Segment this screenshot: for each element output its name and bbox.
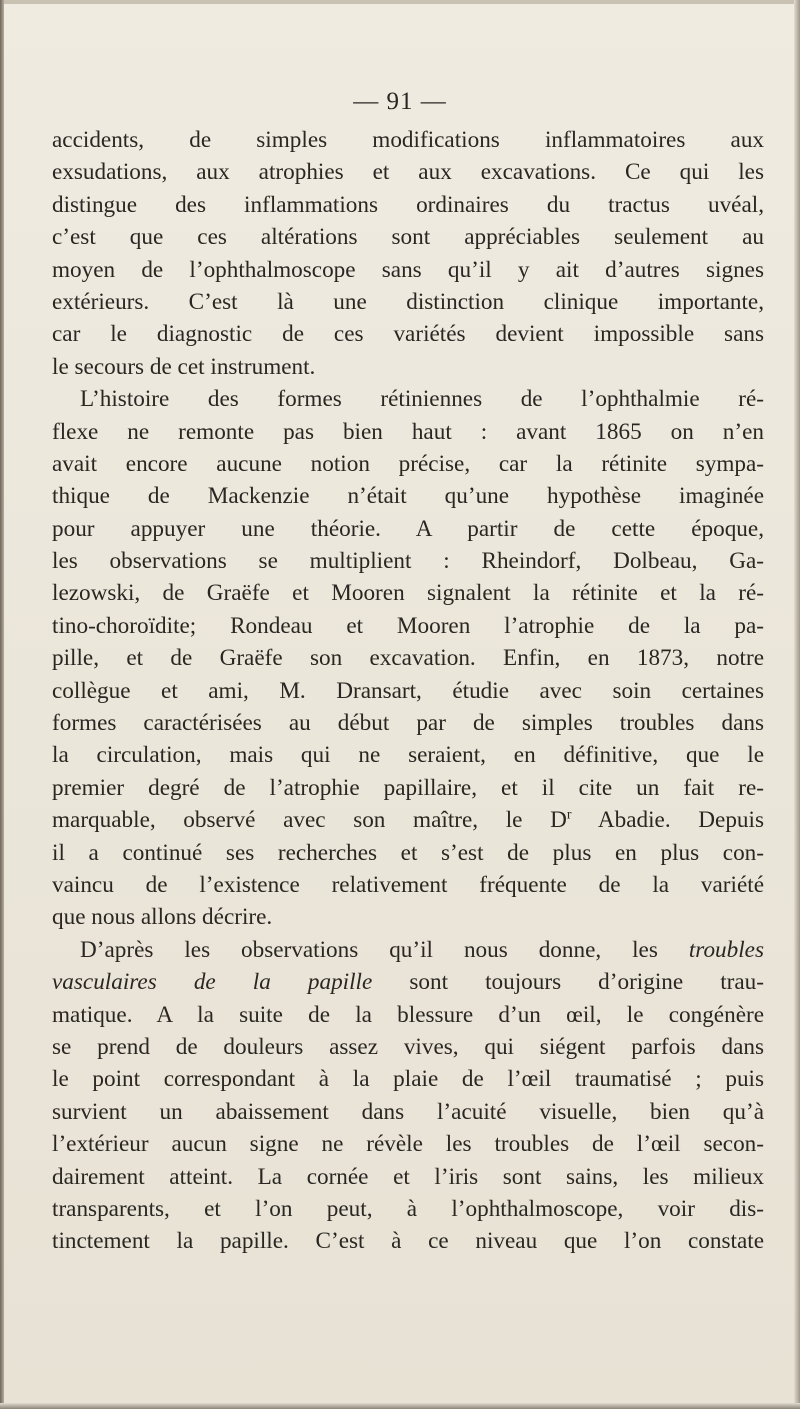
text-line: dairement atteint. La cornée et l’iris sont sains, les milieux [52,1163,764,1190]
page-number: — 91 — [353,88,447,115]
text-line: exsudations, aux atrophies et aux excavations. Ce qui les [52,159,764,186]
text-line: accidents, de simples modifications inflammatoires aux [52,127,764,153]
text-line: extérieurs. C’est là une distinction clinique importante, [52,288,764,315]
text-line: pour appuyer une théorie. A partir de cette époque, [52,515,764,542]
text-fragment: Abadie. Depuis [571,807,764,834]
text-line: avait encore aucune notion précise, car la rétinite sympa- [52,450,764,477]
text-line: que nous allons décrire. [52,904,273,931]
text-line: le secours de cet instrument. [52,353,316,380]
text-line: tinctement la papille. C’est à ce niveau que l’on constate [52,1228,764,1255]
text-fragment: marquable, observé avec son maître, le D [52,807,567,834]
text-line: formes caractérisées au début par de simples troubles dans [52,710,764,737]
text-line: les observations se multiplient : Rheindorf, Dolbeau, Ga- [52,548,764,575]
text-line: il a continué ses recherches et s’est de plus en plus con- [52,839,764,866]
text-line [52,934,764,966]
text-line [52,966,764,998]
text-line: matique. A la suite de la blessure d’un œil, le congénère [52,1001,764,1028]
text-line: collègue et ami, M. Dransart, étudie avec soin certaines [52,677,764,704]
text-line: survient un abaissement dans l’acuité visuelle, bien qu’à [52,1098,764,1125]
text-fragment: D’après les observations qu’il nous donne, les [80,936,658,963]
italic-term: troubles [688,936,764,963]
text-line: distingue des inflammations ordinaires du tractus uvéal, [52,191,764,218]
text-line: car le diagnostic de ces variétés devient impossible sans [52,321,764,348]
text-line: c’est que ces altérations sont appréciables seulement au [52,224,764,251]
text-line: vaincu de l’existence relativement fréquente de la variété [52,871,764,898]
text-line: pille, et de Graëfe son excavation. Enfin, en 1873, notre [52,645,764,672]
page-bottom-edge [0,1403,800,1409]
body-text [52,124,764,1258]
text-fragment: sont toujours d’origine trau- [409,969,764,996]
text-line: l’extérieur aucun signe ne révèle les troubles de l’œil secon- [52,1131,764,1158]
page-top-edge [0,0,800,4]
text-line: le point correspondant à la plaie de l’œil traumatisé ; puis [52,1066,764,1093]
text-line: transparents, et l’on peut, à l’ophthalmoscope, voir dis- [52,1195,764,1222]
text-line: thique de Mackenzie n’était qu’une hypothèse imaginée [52,483,764,510]
text-line: L’histoire des formes rétiniennes de l’ophthalmie ré- [80,386,764,413]
text-line [52,804,764,836]
superscript: r [566,807,572,823]
text-line: premier degré de l’atrophie papillaire, et il cite un fait re- [52,774,764,801]
text-line: moyen de l’ophthalmoscope sans qu’il y ait d’autres signes [52,256,764,283]
page-left-edge [0,0,4,1409]
text-line: flexe ne remonte pas bien haut : avant 1865 on n’en [52,418,764,445]
text-line: tino-choroïdite; Rondeau et Mooren l’atrophie de la pa- [52,612,764,639]
page-right-edge [794,0,800,1409]
italic-term: vasculaires de la papille [52,969,373,996]
text-line: se prend de douleurs assez vives, qui siégent parfois dans [52,1033,764,1060]
text-line: la circulation, mais qui ne seraient, en définitive, que le [52,742,764,769]
text-line: lezowski, de Graëfe et Mooren signalent la rétinite et la ré- [52,580,764,607]
